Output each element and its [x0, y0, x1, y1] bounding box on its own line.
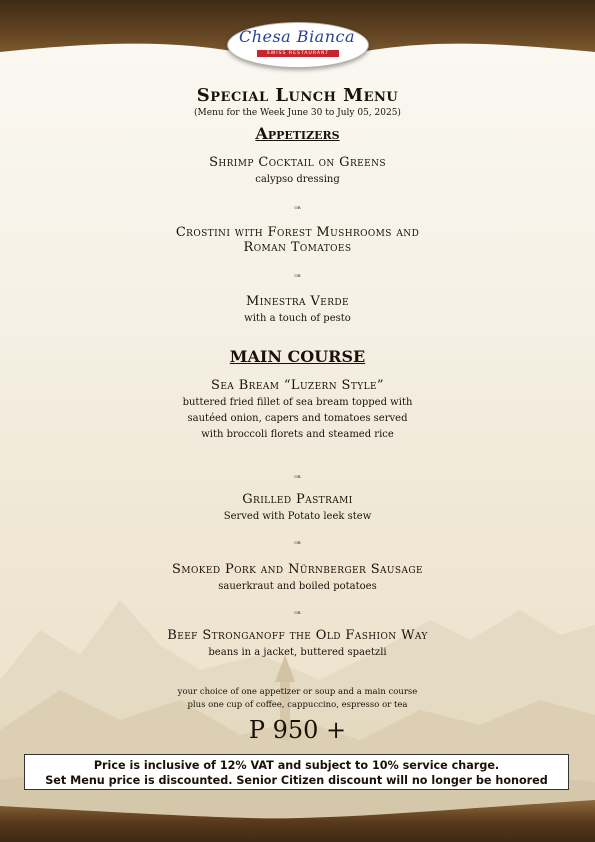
dish-name: Crostini with Forest Mushrooms and: [175, 225, 420, 240]
main-course-heading: MAIN COURSE: [229, 347, 366, 366]
menu-price: P 950 +: [248, 716, 347, 744]
disclaimer-line: Set Menu price is discounted. Senior Citizen discount will no longer be honored: [45, 774, 548, 787]
set-menu-note: plus one cup of coffee, cappuccino, espresso or tea: [187, 700, 408, 710]
dish-name: Beef Stronganoff the Old Fashion Way: [167, 628, 428, 643]
dish-name: Minestra Verde: [245, 294, 349, 309]
price-disclaimer: [24, 754, 569, 790]
dish-description: buttered fried fillet of sea bream topped with: [182, 397, 413, 408]
dish-description: Served with Potato leek stew: [223, 511, 372, 522]
disclaimer-line: Price is inclusive of 12% VAT and subject to 10% service charge.: [93, 759, 500, 772]
or-divider: or: [294, 272, 301, 279]
dish-name: Grilled Pastrami: [242, 492, 353, 507]
logo-tagline: SWISS RESTAURANT: [257, 50, 339, 57]
menu-subtitle: (Menu for the Week June 30 to July 05, 2025): [194, 108, 401, 118]
dish-description: with broccoli florets and steamed rice: [201, 429, 394, 440]
menu-title: Special Lunch Menu: [196, 85, 399, 106]
dish-description: beans in a jacket, buttered spaetzli: [208, 647, 387, 658]
dish-name: Roman Tomatoes: [243, 240, 352, 255]
bottom-banner: [0, 796, 595, 842]
dish-description: sauerkraut and boiled potatoes: [218, 581, 377, 592]
or-divider: or: [294, 473, 301, 480]
dish-name: Smoked Pork and Nürnberger Sausage: [172, 562, 423, 577]
logo-name: Chesa Bianca: [238, 27, 356, 46]
or-divider: or: [294, 539, 301, 546]
dish-name: Sea Bream “Luzern Style”: [211, 378, 384, 393]
dish-description: sautéed onion, capers and tomatoes served: [187, 413, 408, 424]
or-divider: or: [294, 609, 301, 616]
dish-name: Shrimp Cocktail on Greens: [209, 155, 386, 170]
dish-description: calypso dressing: [255, 174, 340, 185]
dish-description: with a touch of pesto: [244, 313, 351, 324]
set-menu-note: your choice of one appetizer or soup and a main course: [177, 687, 418, 697]
or-divider: or: [294, 204, 301, 211]
appetizers-heading: Appetizers: [255, 124, 340, 143]
